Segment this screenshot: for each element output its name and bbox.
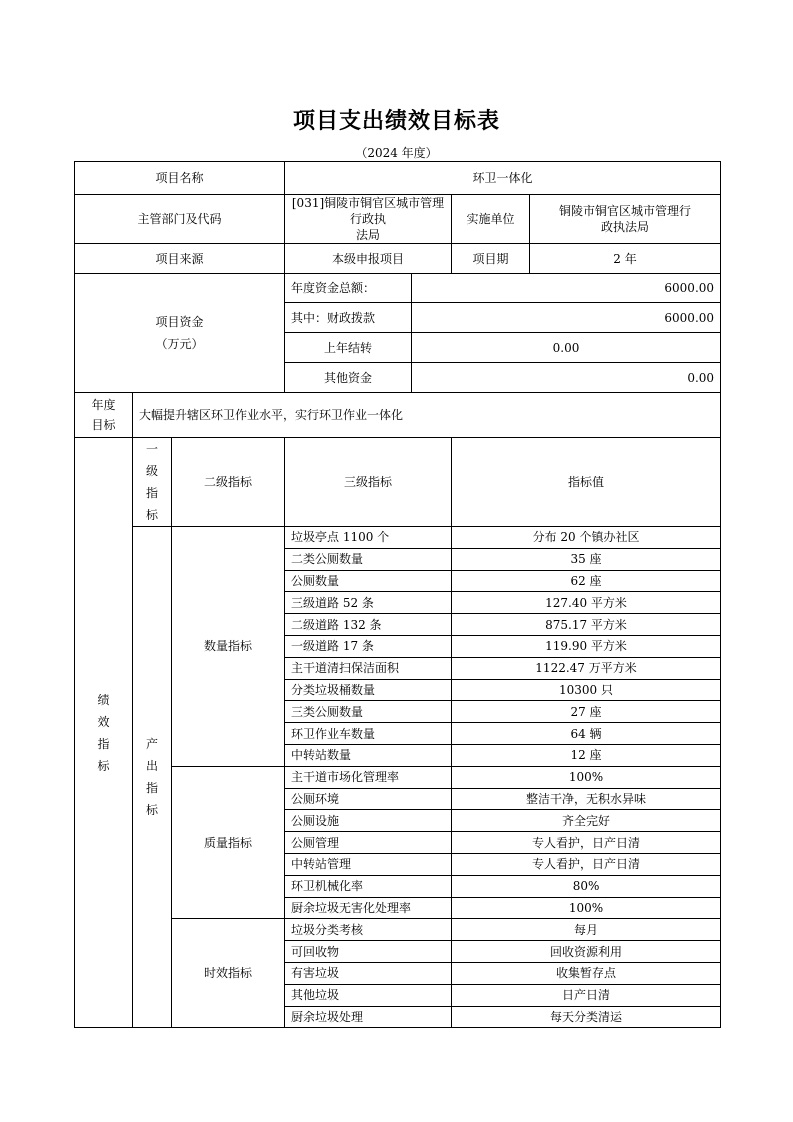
level1-header bbox=[133, 438, 172, 527]
impl-unit-value-line1: 铜陵市铜官区城市管理行 bbox=[559, 204, 692, 218]
table-row bbox=[75, 919, 721, 941]
indicator-value: 127.40 平方米 bbox=[452, 592, 721, 614]
level2-header: 二级指标 bbox=[172, 438, 285, 527]
indicator-name: 主干道市场化管理率 bbox=[285, 766, 452, 788]
impl-unit-label: 实施单位 bbox=[452, 195, 530, 244]
perf-label-char: 指 bbox=[97, 736, 110, 751]
indicator-value: 10300 只 bbox=[452, 679, 721, 701]
level1-header-char: 一 bbox=[145, 442, 158, 456]
indicator-value: 875.17 平方米 bbox=[452, 614, 721, 636]
fiscal-funds-value: 6000.00 bbox=[412, 303, 721, 333]
fiscal-year: （2024 年度） bbox=[355, 146, 438, 160]
period-label: 项目期 bbox=[452, 244, 530, 274]
indicator-name: 主干道清扫保洁面积 bbox=[285, 657, 452, 679]
perf-label-char: 效 bbox=[97, 714, 110, 729]
indicator-value: 每月 bbox=[452, 919, 721, 941]
quality-indicator-label: 质量指标 bbox=[172, 766, 285, 919]
indicator-name: 二类公厕数量 bbox=[285, 548, 452, 570]
funds-label-line2: （万元） bbox=[155, 337, 204, 351]
indicator-value: 80% bbox=[452, 875, 721, 897]
annual-goal-text: 大幅提升辖区环卫作业水平，实行环卫作业一体化 bbox=[133, 393, 721, 438]
perf-indicator-label bbox=[75, 438, 133, 1028]
indicator-name: 有害垃圾 bbox=[285, 962, 452, 984]
indicator-name: 中转站数量 bbox=[285, 744, 452, 766]
output-label-char: 指 bbox=[145, 781, 158, 796]
indicator-value: 62 座 bbox=[452, 570, 721, 592]
indicator-value: 每天分类清运 bbox=[452, 1006, 721, 1028]
indicator-value: 日产日清 bbox=[452, 984, 721, 1006]
annual-goal-label-line2: 目标 bbox=[91, 418, 116, 432]
indicator-value: 27 座 bbox=[452, 701, 721, 723]
carryover-funds-label: 上年结转 bbox=[285, 333, 412, 363]
table-row bbox=[75, 527, 721, 549]
indicator-value: 119.90 平方米 bbox=[452, 635, 721, 657]
indicator-name: 二级道路 132 条 bbox=[285, 614, 452, 636]
indicator-value: 100% bbox=[452, 897, 721, 919]
indicator-name: 中转站管理 bbox=[285, 853, 452, 875]
indicator-value: 1122.47 万平方米 bbox=[452, 657, 721, 679]
source-label: 项目来源 bbox=[75, 244, 285, 274]
dept-value bbox=[285, 195, 452, 244]
timeliness-indicator-label: 时效指标 bbox=[172, 919, 285, 1028]
indicator-value: 100% bbox=[452, 766, 721, 788]
fiscal-funds-label: 其中：财政拨款 bbox=[285, 303, 412, 333]
perf-label-char: 标 bbox=[97, 758, 110, 773]
output-label-char: 标 bbox=[145, 803, 158, 818]
period-value: 2 年 bbox=[530, 244, 721, 274]
indicator-value: 回收资源利用 bbox=[452, 941, 721, 963]
indicator-name: 公厕管理 bbox=[285, 832, 452, 854]
dept-label: 主管部门及代码 bbox=[75, 195, 285, 244]
project-name-label: 项目名称 bbox=[75, 162, 285, 195]
perf-label-char: 绩 bbox=[97, 692, 110, 707]
indicator-value: 64 辆 bbox=[452, 723, 721, 745]
indicator-name: 垃圾分类考核 bbox=[285, 919, 452, 941]
page-title: 项目支出绩效目标表 bbox=[292, 109, 500, 134]
level1-header-char: 标 bbox=[145, 508, 158, 522]
carryover-funds-value: 0.00 bbox=[412, 333, 721, 363]
indicator-name: 三类公厕数量 bbox=[285, 701, 452, 723]
other-funds-label: 其他资金 bbox=[285, 363, 412, 393]
indicator-value: 分布 20 个镇办社区 bbox=[452, 527, 721, 549]
quantity-indicator-label: 数量指标 bbox=[172, 527, 285, 767]
indicator-value: 收集暂存点 bbox=[452, 962, 721, 984]
source-value: 本级申报项目 bbox=[285, 244, 452, 274]
indicator-value: 专人看护，日产日清 bbox=[452, 832, 721, 854]
level1-header-char: 指 bbox=[145, 486, 158, 500]
indicator-name: 环卫机械化率 bbox=[285, 875, 452, 897]
funds-label bbox=[75, 274, 285, 393]
indicator-name: 一级道路 17 条 bbox=[285, 635, 452, 657]
indicator-name: 环卫作业车数量 bbox=[285, 723, 452, 745]
indicator-value: 35 座 bbox=[452, 548, 721, 570]
indicator-value: 整洁干净，无积水异味 bbox=[452, 788, 721, 810]
indicator-name: 厨余垃圾无害化处理率 bbox=[285, 897, 452, 919]
indicator-name: 公厕环境 bbox=[285, 788, 452, 810]
output-indicator-label bbox=[133, 527, 172, 1028]
indicator-value: 专人看护，日产日清 bbox=[452, 853, 721, 875]
indicator-name: 公厕数量 bbox=[285, 570, 452, 592]
indicator-name: 公厕设施 bbox=[285, 810, 452, 832]
level3-header: 三级指标 bbox=[285, 438, 452, 527]
level1-header-char: 级 bbox=[145, 464, 158, 478]
impl-unit-value-line2: 政执法局 bbox=[601, 220, 650, 234]
dept-value-line2: 法局 bbox=[356, 228, 381, 242]
indicator-value: 12 座 bbox=[452, 744, 721, 766]
total-funds-value: 6000.00 bbox=[412, 274, 721, 303]
project-name-value: 环卫一体化 bbox=[285, 162, 721, 195]
indicator-name: 三级道路 52 条 bbox=[285, 592, 452, 614]
indicator-name: 可回收物 bbox=[285, 941, 452, 963]
annual-goal-label-line1: 年度 bbox=[91, 398, 116, 412]
table-row bbox=[75, 766, 721, 788]
total-funds-label: 年度资金总额： bbox=[285, 274, 412, 303]
indicator-value: 齐全完好 bbox=[452, 810, 721, 832]
output-label-char: 出 bbox=[145, 759, 158, 774]
impl-unit-value bbox=[530, 195, 721, 244]
annual-goal-label bbox=[75, 393, 133, 438]
funds-label-line1: 项目资金 bbox=[155, 315, 204, 329]
other-funds-value: 0.00 bbox=[412, 363, 721, 393]
performance-target-table bbox=[74, 161, 721, 1028]
indicator-value-header: 指标值 bbox=[452, 438, 721, 527]
indicator-name: 厨余垃圾处理 bbox=[285, 1006, 452, 1028]
indicator-name: 分类垃圾桶数量 bbox=[285, 679, 452, 701]
dept-value-line1: [031]铜陵市铜官区城市管理行政执 bbox=[291, 196, 445, 226]
indicator-name: 垃圾亭点 1100 个 bbox=[285, 527, 452, 549]
output-label-char: 产 bbox=[145, 737, 158, 752]
indicator-name: 其他垃圾 bbox=[285, 984, 452, 1006]
